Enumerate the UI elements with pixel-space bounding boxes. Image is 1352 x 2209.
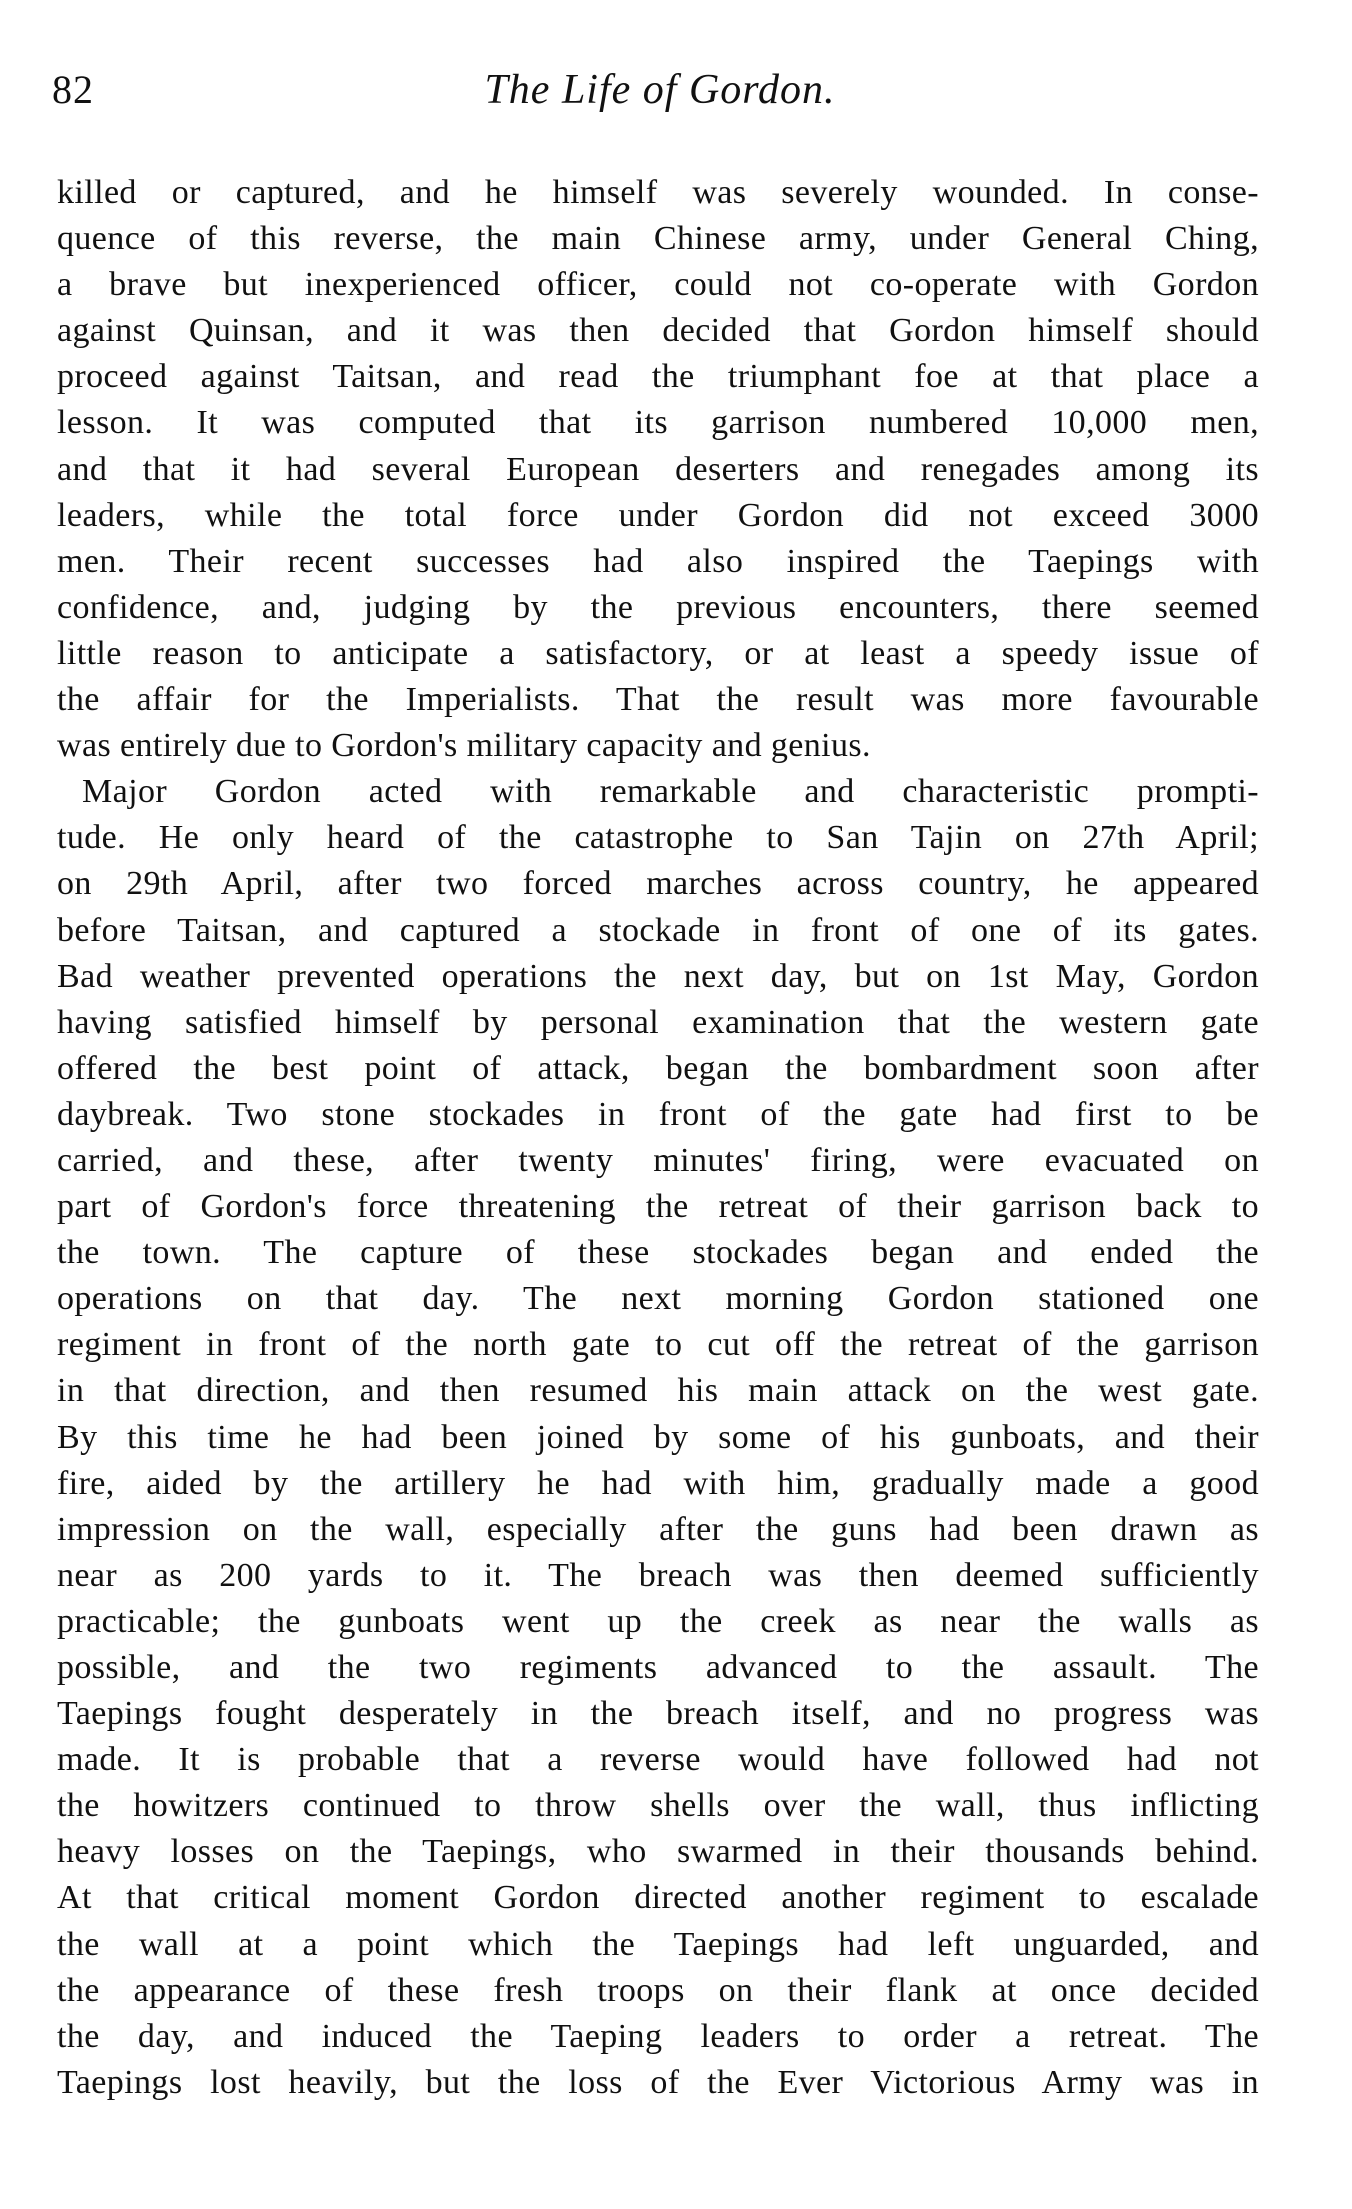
text-line: heavy losses on the Taepings, who swarmed in their thousands behind. <box>57 1833 1259 1871</box>
text-line: men. Their recent successes had also inspired the Taepings with <box>57 542 1259 580</box>
text-line: leaders, while the total force under Gordon did not exceed 3000 <box>57 496 1259 534</box>
text-line: before Taitsan, and captured a stockade in front of one of its gates. <box>57 911 1259 949</box>
text-line: the day, and induced the Taeping leaders to order a retreat. The <box>57 2017 1259 2055</box>
text-line: against Quinsan, and it was then decided that Gordon himself should <box>57 312 1259 350</box>
text-line: killed or captured, and he himself was severely wounded. In conse- <box>57 174 1259 211</box>
text-line: operations on that day. The next morning Gordon stationed one <box>57 1280 1259 1318</box>
text-line: daybreak. Two stone stockades in front of the gate had first to be <box>57 1095 1259 1133</box>
text-line: the affair for the Imperialists. That the result was more favourable <box>57 681 1259 719</box>
text-line: Bad weather prevented operations the next day, but on 1st May, Gordon <box>57 957 1259 995</box>
text-line: quence of this reverse, the main Chinese army, under General Ching, <box>57 220 1259 258</box>
text-line: in that direction, and then resumed his main attack on the west gate. <box>57 1372 1259 1410</box>
text-line: and that it had several European deserters and renegades among its <box>57 450 1259 488</box>
text-line: Major Gordon acted with remarkable and characteristic prompti- <box>82 773 1259 811</box>
text-line: Taepings lost heavily, but the loss of the Ever Victorious Army was in <box>57 2063 1259 2101</box>
text-line: the wall at a point which the Taepings had left unguarded, and <box>57 1925 1259 1963</box>
text-line: the appearance of these fresh troops on their flank at once decided <box>57 1971 1259 2009</box>
text-line: Taepings fought desperately in the breach itself, and no progress was <box>57 1695 1259 1733</box>
text-line: having satisfied himself by personal examination that the western gate <box>57 1003 1259 1041</box>
paragraph-1 <box>57 170 1259 769</box>
page-header <box>0 62 1352 118</box>
text-line: little reason to anticipate a satisfactory, or at least a speedy issue of <box>57 634 1259 672</box>
text-line: was entirely due to Gordon's military capacity and genius. <box>57 727 871 765</box>
text-line: lesson. It was computed that its garrison numbered 10,000 men, <box>57 404 1259 442</box>
text-line: proceed against Taitsan, and read the triumphant foe at that place a <box>57 358 1259 396</box>
text-line: At that critical moment Gordon directed another regiment to escalade <box>57 1879 1259 1917</box>
text-line: impression on the wall, especially after the guns had been drawn as <box>57 1510 1259 1548</box>
text-line: tude. He only heard of the catastrophe to San Tajin on 27th April; <box>57 819 1259 857</box>
text-line: carried, and these, after twenty minutes' firing, were evacuated on <box>57 1141 1259 1179</box>
body-text <box>57 170 1259 2106</box>
text-line: By this time he had been joined by some of his gunboats, and their <box>57 1418 1259 1456</box>
text-line: regiment in front of the north gate to cut off the retreat of the garrison <box>57 1326 1259 1364</box>
text-line: fire, aided by the artillery he had with him, gradually made a good <box>57 1464 1259 1502</box>
text-line: possible, and the two regiments advanced to the assault. The <box>57 1649 1259 1686</box>
text-line: practicable; the gunboats went up the creek as near the walls as <box>57 1602 1259 1640</box>
paragraph-2 <box>57 769 1259 2106</box>
text-line: made. It is probable that a reverse would have followed had not <box>57 1741 1259 1779</box>
text-line: confidence, and, judging by the previous encounters, there seemed <box>57 588 1259 626</box>
text-line: a brave but inexperienced officer, could not co-operate with Gordon <box>57 266 1259 304</box>
text-line: offered the best point of attack, began the bombardment soon after <box>57 1049 1259 1087</box>
text-line: near as 200 yards to it. The breach was then deemed sufficiently <box>57 1556 1259 1594</box>
text-line: the town. The capture of these stockades began and ended the <box>57 1234 1259 1272</box>
text-line: on 29th April, after two forced marches across country, he appeared <box>57 865 1259 903</box>
running-title: The Life of Gordon. <box>484 67 836 113</box>
text-line: part of Gordon's force threatening the retreat of their garrison back to <box>57 1188 1259 1226</box>
text-line: the howitzers continued to throw shells over the wall, thus inflicting <box>57 1787 1259 1825</box>
page-number: 82 <box>52 67 94 112</box>
